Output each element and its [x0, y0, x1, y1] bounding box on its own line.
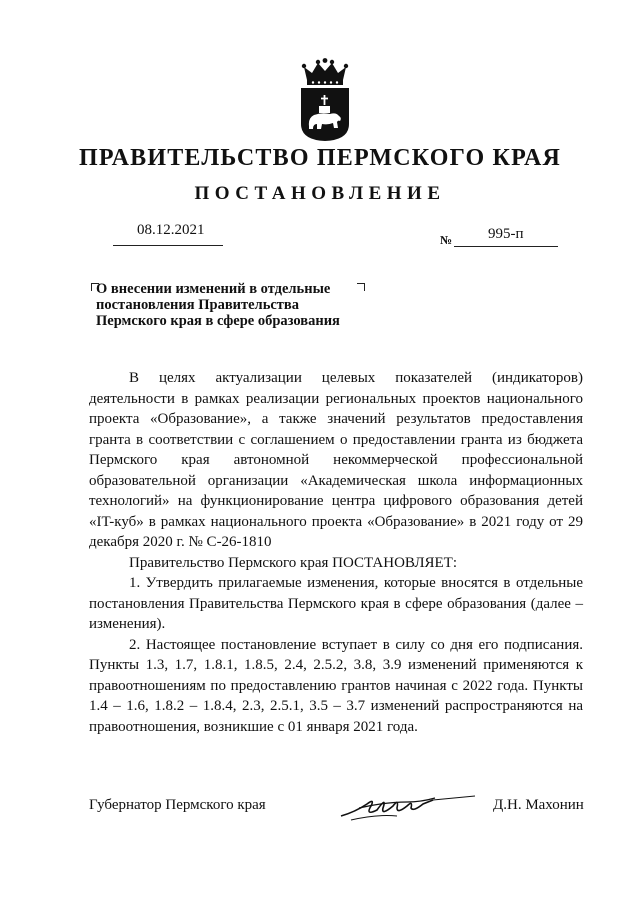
- body-paragraph: 2. Настоящее постановление вступает в силу со дня его подписания. Пункты 1.3, 1.7, 1.8.1, 1.8.5, 2.4, 2.5.2, 3.8, 3.9 изменений применяются к правоотношениям по предоставлению грантов начиная с 2022 года. Пункты 1.4 – 1.6, 1.8.2 – 1.8.4, 2.3, 2.5.1, 3.5 – 3.7 изменений распространяются на правоотношения, возникшие с 01 января 2021 года.: [89, 636, 583, 735]
- document-subject: [96, 281, 340, 329]
- coat-of-arms-icon: [298, 58, 352, 142]
- subject-line: Пермского края в сфере образования: [96, 313, 340, 329]
- subject-line: О внесении изменений в отдельные: [96, 281, 331, 297]
- number-underline: [454, 246, 558, 247]
- signature-icon: [337, 786, 477, 824]
- government-title: ПРАВИТЕЛЬСТВО ПЕРМСКОГО КРАЯ: [78, 145, 562, 171]
- body-paragraph: В целях актуализации целевых показателей (индикаторов) деятельности в рамках реализации региональных проектов национального проекта «Образование», а также значений результатов предоставления гранта в соответствии с соглашением о предоставлении гранта из бюджета Пермского края автономной некоммерческой профессиональной образовательной организации «Академическая школа информационных технологий» на функционирование центра цифрового образования детей «IT-куб» в рамках национального проекта «Образование» в 2021 году от 29 декабря 2020 г. № С-26-1810: [89, 370, 583, 550]
- document-type-title: ПОСТАНОВЛЕНИЕ: [194, 183, 446, 204]
- subject-line: постановления Правительства: [96, 297, 299, 313]
- date-underline: [113, 245, 223, 246]
- subject-corner-right: [357, 283, 365, 291]
- signatory-name: Д.Н. Махонин: [493, 797, 584, 813]
- body-paragraph: Правительство Пермского края ПОСТАНОВЛЯЕТ:: [129, 554, 458, 571]
- signatory-position: Губернатор Пермского края: [89, 797, 266, 813]
- body-paragraph: 1. Утвердить прилагаемые изменения, которые вносятся в отдельные постановления Правительства Пермского края в сфере образования (далее – изменения).: [89, 575, 583, 632]
- number-sign: №: [440, 233, 453, 247]
- document-number: 995-п: [488, 226, 524, 242]
- document-body: [89, 368, 583, 737]
- document-date: 08.12.2021: [137, 222, 205, 238]
